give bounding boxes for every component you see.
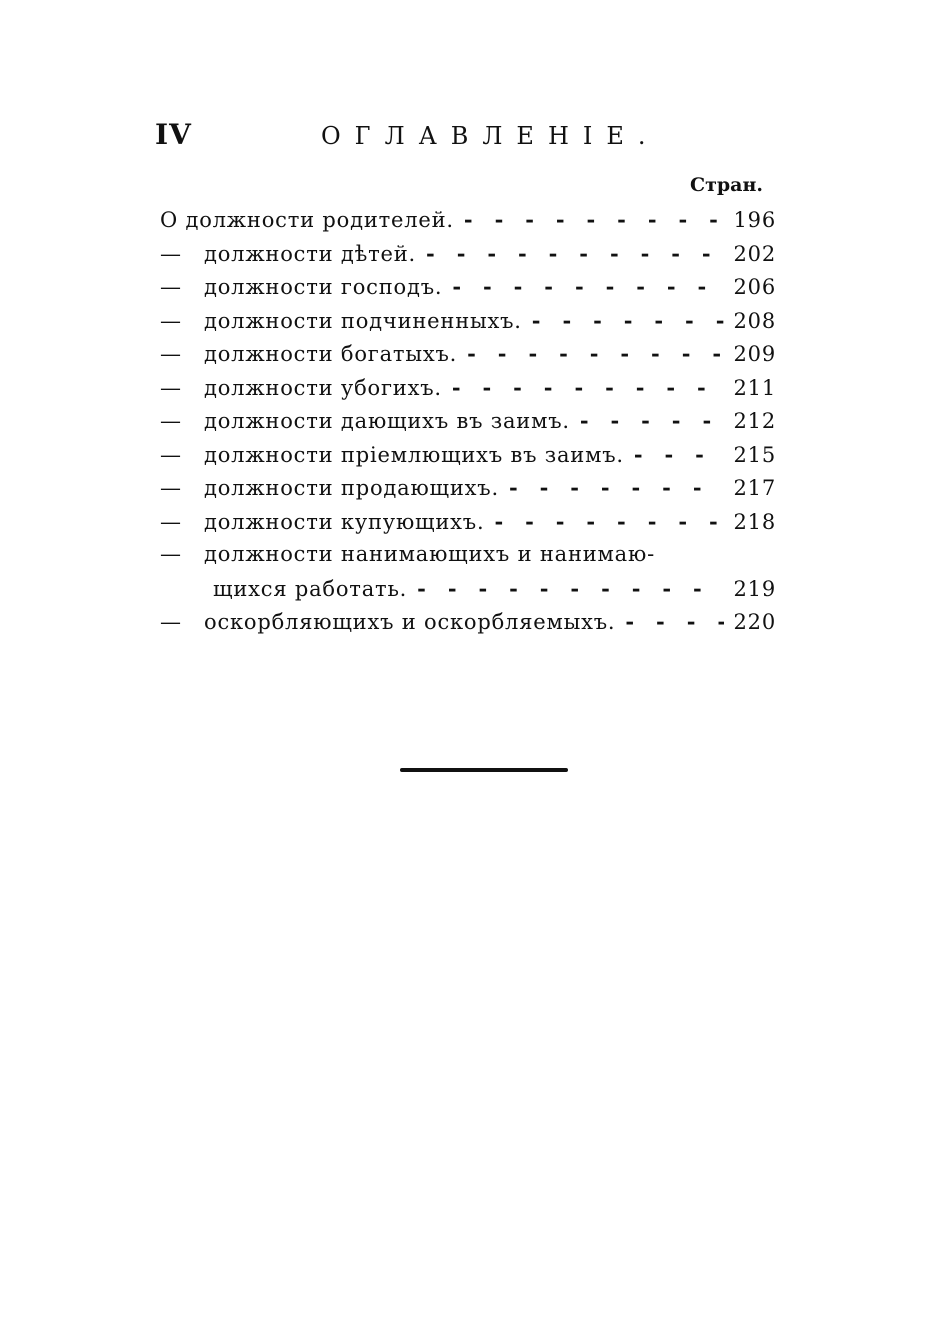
- dot-leader: [454, 203, 724, 237]
- toc-entry: [160, 438, 776, 472]
- dot-leader: [522, 304, 724, 338]
- page-header: [155, 118, 775, 158]
- entry-title: должности продающихъ.: [204, 476, 499, 500]
- table-of-contents: [160, 203, 776, 639]
- entry-page: 215: [733, 442, 776, 467]
- entry-title: должности богатыхъ.: [204, 342, 458, 366]
- dot-leader: [499, 471, 724, 505]
- dot-leader: [442, 270, 724, 304]
- entry-title: должности дѣтей.: [204, 241, 417, 266]
- dot-leader: [457, 337, 724, 371]
- dot-leader: [615, 605, 724, 639]
- entry-page: 218: [733, 509, 776, 534]
- toc-entry: [160, 203, 776, 237]
- dot-leader: [484, 505, 724, 539]
- entry-page: 212: [733, 409, 776, 433]
- entry-page: 206: [733, 275, 776, 299]
- page-title: ОГЛАВЛЕНІЕ.: [321, 122, 660, 150]
- entry-title: должности убогихъ.: [204, 375, 442, 400]
- entry-title: должности пріемлющихъ въ заимъ.: [204, 442, 624, 467]
- entry-page: 208: [733, 308, 776, 333]
- toc-entry: [160, 471, 776, 505]
- entry-dash: —: [160, 342, 182, 366]
- toc-entry: [160, 371, 776, 405]
- entry-page: 219: [733, 576, 776, 601]
- toc-entry: [160, 270, 776, 304]
- toc-entry-continuation: [160, 572, 776, 606]
- entry-title: оскорбляющихъ и оскорбляемыхъ.: [204, 610, 616, 634]
- entry-title: должности господъ.: [204, 275, 443, 299]
- dot-leader: [416, 237, 724, 271]
- entry-dash: —: [160, 409, 182, 433]
- dot-leader: [407, 572, 724, 606]
- entry-title: должности нанимающихъ и нанимаю-: [204, 542, 655, 566]
- entry-page: 196: [733, 208, 776, 232]
- entry-dash: —: [160, 542, 182, 566]
- toc-entry: [160, 505, 776, 539]
- entry-dash: —: [160, 375, 182, 400]
- dot-leader: [624, 438, 724, 472]
- section-end-rule: [400, 768, 568, 772]
- entry-title: должности подчиненныхъ.: [204, 308, 522, 333]
- toc-entry: [160, 337, 776, 371]
- toc-entry: [160, 605, 776, 639]
- entry-page: 202: [733, 241, 776, 266]
- entry-page: 209: [733, 342, 776, 366]
- entry-dash: —: [160, 275, 182, 299]
- entry-title: щихся работать.: [213, 576, 408, 601]
- entry-dash: —: [160, 610, 182, 634]
- dot-leader: [442, 371, 724, 405]
- toc-entry: [160, 404, 776, 438]
- entry-page: 217: [733, 476, 776, 500]
- toc-entry: [160, 538, 776, 572]
- entry-page: 211: [733, 375, 776, 400]
- entry-dash: —: [160, 509, 182, 534]
- dot-leader: [570, 404, 724, 438]
- entry-title: должности купующихъ.: [204, 509, 485, 534]
- entry-title: О должности родителей.: [160, 208, 454, 232]
- entry-dash: —: [160, 442, 182, 467]
- entry-dash: —: [160, 308, 182, 333]
- toc-entry: [160, 237, 776, 271]
- page-number: IV: [155, 118, 192, 151]
- entry-dash: —: [160, 476, 182, 500]
- entry-dash: —: [160, 241, 182, 266]
- entry-page: 220: [733, 610, 776, 634]
- page-column-heading: Стран.: [690, 174, 764, 196]
- entry-title: должности дающихъ въ заимъ.: [204, 409, 570, 433]
- toc-entry: [160, 304, 776, 338]
